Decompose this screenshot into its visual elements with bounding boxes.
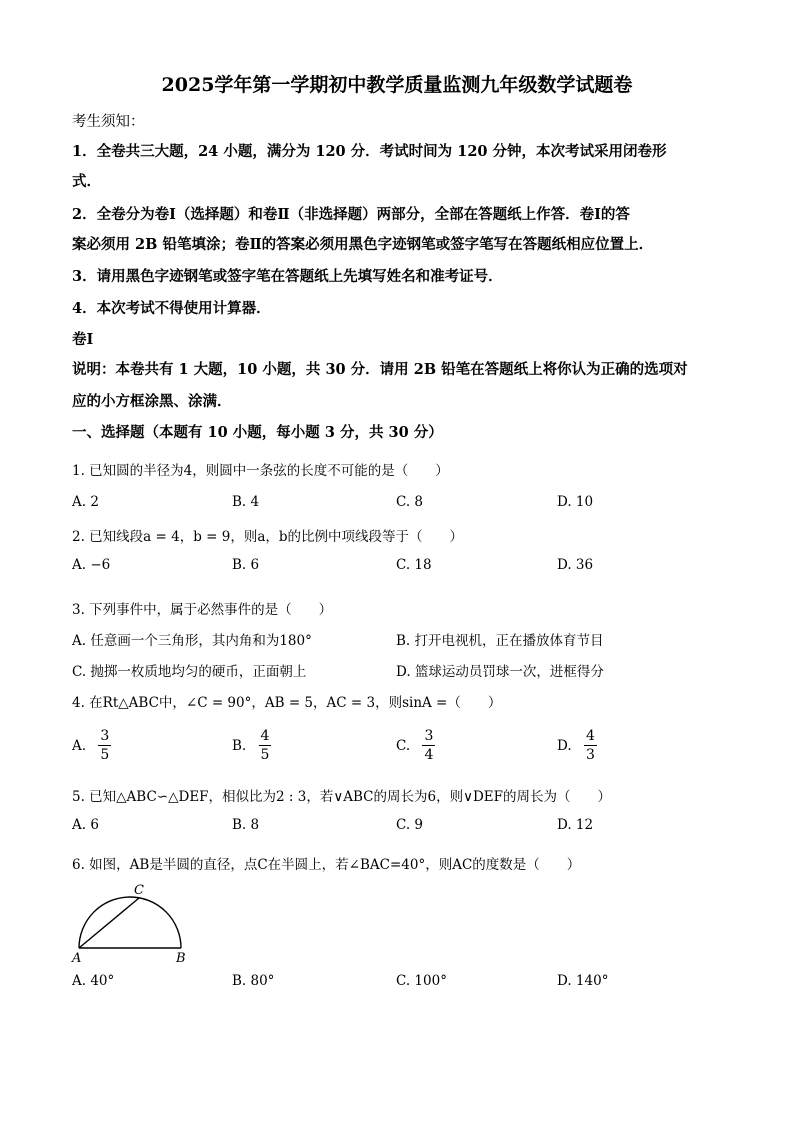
q3-option-a[interactable]: A. 任意画一个三角形，其内角和为180° bbox=[72, 633, 312, 649]
q4-option-d[interactable] bbox=[557, 727, 597, 764]
q3-option-b[interactable]: B. 打开电视机，正在播放体育节目 bbox=[396, 633, 604, 649]
point-label-b: B bbox=[176, 951, 186, 966]
explanation-line: 说明：本卷共有 1 大题，10 小题，共 30 分．请用 2B 铅笔在答题纸上将你认为正确的选项对 bbox=[72, 361, 688, 378]
q2-option-c[interactable]: C. 18 bbox=[396, 557, 432, 573]
exam-title: 2025学年第一学期初中教学质量监测九年级数学试题卷 bbox=[161, 74, 633, 96]
q2-option-b[interactable]: B. 6 bbox=[232, 557, 260, 573]
question-6-stem: 6. 如图，AB是半圆的直径，点C在半圆上，若∠BAC=40°，则AC的度数是（ ） bbox=[72, 857, 581, 873]
q1-option-b[interactable]: B. 4 bbox=[232, 494, 260, 510]
q6-option-d[interactable]: D. 140° bbox=[557, 973, 609, 989]
denominator: 5 bbox=[100, 747, 110, 763]
numerator: 4 bbox=[260, 728, 270, 744]
fraction bbox=[259, 727, 272, 764]
q5-option-b[interactable]: B. 8 bbox=[232, 817, 260, 833]
q2-option-a[interactable]: A. −6 bbox=[72, 557, 111, 573]
q5-option-c[interactable]: C. 9 bbox=[396, 817, 424, 833]
semicircle-figure bbox=[70, 880, 190, 968]
q1-option-c[interactable]: C. 8 bbox=[396, 494, 424, 510]
question-5-stem: 5. 已知△ABC∽△DEF，相似比为2 : 3，若∨ABC的周长为6，则∨DEF的周长为（ ） bbox=[72, 789, 611, 805]
numerator: 3 bbox=[424, 728, 434, 744]
q6-option-a[interactable]: A. 40° bbox=[72, 973, 115, 989]
q5-option-d[interactable]: D. 12 bbox=[557, 817, 594, 833]
q3-option-d[interactable]: D. 篮球运动员罚球一次，进框得分 bbox=[396, 664, 604, 680]
denominator: 4 bbox=[424, 747, 434, 763]
section-heading: 一、选择题（本题有 10 小题，每小题 3 分，共 30 分） bbox=[72, 424, 443, 441]
fraction bbox=[98, 727, 111, 764]
fraction bbox=[422, 727, 435, 764]
explanation-line: 应的小方框涂黑、涂满． bbox=[72, 393, 232, 410]
q2-option-d[interactable]: D. 36 bbox=[557, 557, 594, 573]
numerator: 4 bbox=[585, 728, 595, 744]
denominator: 5 bbox=[260, 747, 270, 763]
q1-option-a[interactable]: A. 2 bbox=[72, 494, 99, 510]
notice-heading: 考生须知： bbox=[72, 114, 145, 130]
option-label: D. bbox=[557, 737, 572, 754]
point-label-a: A bbox=[72, 951, 82, 966]
option-label: A. bbox=[72, 737, 87, 754]
question-4-stem: 4. 在Rt△ABC中，∠C = 90°，AB = 5，AC = 3，则sinA =（ ） bbox=[72, 695, 502, 711]
q6-option-b[interactable]: B. 80° bbox=[232, 973, 275, 989]
question-1-stem: 1. 已知圆的半径为4，则圆中一条弦的长度不可能的是（ ） bbox=[72, 463, 449, 479]
fraction bbox=[584, 727, 597, 764]
denominator: 3 bbox=[585, 747, 595, 763]
option-label: C. bbox=[396, 737, 411, 754]
notice-item: 3．请用黑色字迹钢笔或签字笔在答题纸上先填写姓名和准考证号． bbox=[72, 268, 503, 285]
option-label: B. bbox=[232, 737, 247, 754]
notice-item: 式． bbox=[72, 173, 101, 190]
q5-option-a[interactable]: A. 6 bbox=[72, 817, 99, 833]
q3-option-c[interactable]: C. 抛掷一枚质地均匀的硬币，正面朝上 bbox=[72, 664, 307, 680]
numerator: 3 bbox=[100, 728, 110, 744]
notice-item: 2．全卷分为卷Ⅰ（选择题）和卷Ⅱ（非选择题）两部分，全部在答题纸上作答．卷Ⅰ的答 bbox=[72, 206, 630, 223]
q4-option-a[interactable] bbox=[72, 727, 111, 764]
question-3-stem: 3. 下列事件中，属于必然事件的是（ ） bbox=[72, 602, 333, 618]
notice-item: 案必须用 2B 铅笔填涂；卷Ⅱ的答案必须用黑色字迹钢笔或签字笔写在答题纸相应位置上． bbox=[72, 236, 654, 253]
q4-option-b[interactable] bbox=[232, 727, 271, 764]
q4-option-c[interactable] bbox=[396, 727, 435, 764]
volume-heading: 卷Ⅰ bbox=[72, 331, 94, 348]
q6-option-c[interactable]: C. 100° bbox=[396, 973, 447, 989]
notice-item: 4．本次考试不得使用计算器． bbox=[72, 300, 271, 317]
chord-ac bbox=[79, 898, 139, 948]
q1-option-d[interactable]: D. 10 bbox=[557, 494, 594, 510]
point-label-c: C bbox=[134, 883, 144, 898]
question-2-stem: 2. 已知线段a = 4，b = 9，则a，b的比例中项线段等于（ ） bbox=[72, 529, 464, 545]
notice-item: 1．全卷共三大题，24 小题，满分为 120 分．考试时间为 120 分钟，本次考试采用闭卷形 bbox=[72, 143, 667, 160]
